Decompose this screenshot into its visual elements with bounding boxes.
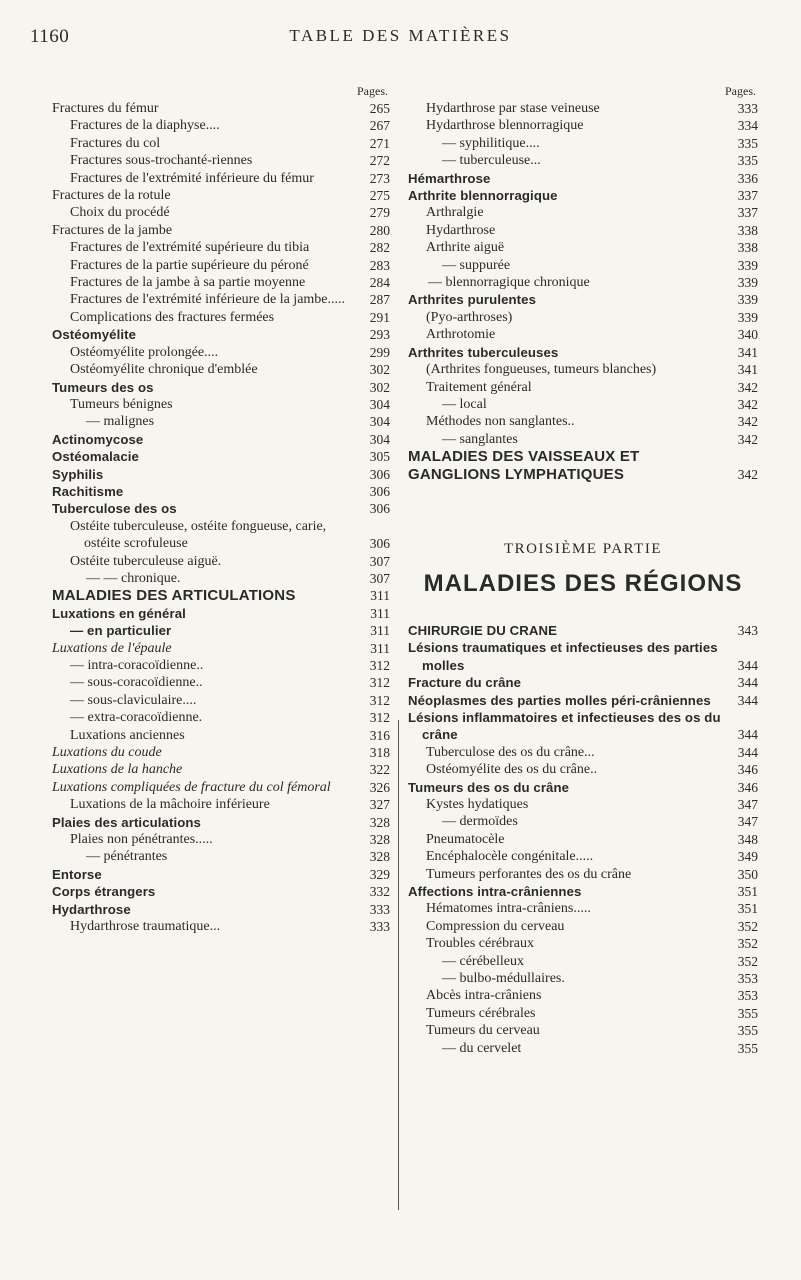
toc-entry bbox=[52, 866, 390, 883]
toc-entry bbox=[408, 431, 758, 448]
toc-entry-page: 339 bbox=[737, 257, 758, 273]
toc-entry-title: — malignes bbox=[86, 414, 155, 430]
toc-entry-page: 343 bbox=[737, 622, 758, 638]
toc-entry-page: 355 bbox=[737, 1005, 758, 1021]
toc-entry bbox=[408, 1022, 758, 1039]
toc-entry-page: 306 bbox=[369, 536, 390, 552]
toc-entry-title: Troubles cérébraux bbox=[426, 936, 534, 952]
toc-entry-title: Tumeurs des os du crâne bbox=[408, 779, 570, 795]
toc-entry-page: 353 bbox=[737, 988, 758, 1004]
toc-entry-title: — cérébelleux bbox=[442, 953, 525, 969]
toc-entry-title: Corps étrangers bbox=[52, 884, 156, 900]
toc-entry-title: — sanglantes bbox=[442, 431, 518, 447]
toc-entry-title: Ostéomyélite bbox=[52, 327, 137, 343]
toc-entry-page: 336 bbox=[737, 170, 758, 186]
toc-entry-title: (Pyo-arthroses) bbox=[426, 309, 513, 325]
toc-entry-page: 351 bbox=[737, 884, 758, 900]
toc-entry-title: Arthralgie bbox=[426, 205, 484, 221]
toc-entry-page: 349 bbox=[737, 849, 758, 865]
toc-entry bbox=[408, 204, 758, 221]
toc-entry bbox=[408, 674, 758, 691]
toc-entry bbox=[52, 326, 390, 343]
toc-entry-page: 265 bbox=[369, 101, 390, 116]
toc-entry-title: Fractures de la diaphyse.... bbox=[70, 118, 220, 134]
toc-entry-title: Fractures de la partie supérieure du péroné bbox=[70, 257, 309, 273]
toc-entry bbox=[408, 274, 758, 291]
toc-entry-title: Actinomycose bbox=[52, 431, 144, 447]
toc-entry-title: Hydarthrose traumatique... bbox=[70, 919, 221, 935]
toc-entry bbox=[52, 709, 390, 726]
right-toc-list-top bbox=[408, 100, 758, 483]
toc-entry bbox=[408, 831, 758, 848]
pages-label-right: Pages. bbox=[725, 84, 756, 98]
toc-entry-page: 312 bbox=[369, 675, 390, 691]
toc-entry-title: Fractures sous-trochanté-riennes bbox=[70, 153, 253, 169]
toc-entry bbox=[52, 396, 390, 413]
toc-entry-title: Abcès intra-crâniens bbox=[426, 988, 542, 1004]
toc-entry-title: Tumeurs du cerveau bbox=[426, 1023, 540, 1039]
right-toc-list-bottom bbox=[408, 622, 758, 1057]
toc-entry-page: 344 bbox=[737, 744, 758, 760]
toc-entry bbox=[408, 257, 758, 274]
toc-entry bbox=[52, 361, 390, 378]
toc-entry bbox=[408, 779, 758, 796]
toc-entry-title: — suppurée bbox=[442, 257, 511, 273]
toc-entry-page: 271 bbox=[369, 135, 390, 151]
toc-entry bbox=[52, 518, 390, 553]
toc-entry-page: 352 bbox=[737, 936, 758, 952]
toc-entry bbox=[408, 135, 758, 152]
toc-entry-page: 311 bbox=[370, 588, 390, 604]
toc-entry-title: Pneumatocèle bbox=[426, 831, 505, 847]
toc-entry-page: 346 bbox=[737, 762, 758, 778]
toc-entry bbox=[52, 674, 390, 691]
toc-entry-title: — tuberculeuse... bbox=[442, 153, 541, 169]
toc-entry bbox=[408, 709, 758, 744]
toc-entry-page: 352 bbox=[737, 918, 758, 934]
toc-entry-title: Fractures de l'extrémité supérieure du tibia bbox=[70, 240, 310, 256]
toc-entry-page: 347 bbox=[737, 797, 758, 812]
toc-entry bbox=[408, 622, 758, 639]
toc-entry bbox=[408, 883, 758, 900]
toc-entry bbox=[52, 918, 390, 935]
toc-entry-title: Fractures du fémur bbox=[52, 101, 159, 116]
toc-entry-title: Ostéomyélite chronique d'emblée bbox=[70, 362, 258, 378]
toc-entry-title: Syphilis bbox=[52, 466, 104, 482]
toc-entry bbox=[52, 204, 390, 221]
toc-entry-page: 311 bbox=[370, 623, 390, 639]
toc-entry-title: Arthrotomie bbox=[426, 327, 496, 343]
toc-entry-page: 316 bbox=[369, 727, 390, 743]
toc-entry bbox=[52, 587, 390, 604]
toc-entry bbox=[408, 987, 758, 1004]
toc-entry-title: Néoplasmes des parties molles péri-crâniennes bbox=[408, 692, 711, 708]
toc-entry-page: 302 bbox=[369, 362, 390, 378]
toc-entry-title: Tumeurs des os bbox=[52, 379, 154, 395]
toc-entry-title: CHIRURGIE DU CRANE bbox=[408, 622, 558, 638]
toc-entry bbox=[52, 848, 390, 865]
toc-entry bbox=[408, 117, 758, 134]
toc-entry bbox=[52, 761, 390, 778]
toc-entry-title: — bulbo-médullaires. bbox=[442, 971, 565, 987]
toc-entry-page: 307 bbox=[369, 570, 390, 586]
toc-entry-title: Luxations en général bbox=[52, 605, 186, 621]
toc-entry bbox=[52, 831, 390, 848]
toc-entry-title: Tumeurs cérébrales bbox=[426, 1005, 536, 1021]
toc-entry-page: 280 bbox=[369, 222, 390, 238]
toc-entry-page: 329 bbox=[369, 866, 390, 882]
toc-entry bbox=[408, 935, 758, 952]
toc-entry-page: 339 bbox=[737, 309, 758, 325]
toc-entry-page: 342 bbox=[737, 396, 758, 412]
toc-entry-title: Plaies des articulations bbox=[52, 814, 201, 830]
toc-entry-page: 273 bbox=[369, 170, 390, 186]
toc-entry bbox=[408, 953, 758, 970]
toc-entry-page: 335 bbox=[737, 135, 758, 151]
toc-entry-page: 351 bbox=[737, 901, 758, 917]
toc-entry-title: — — chronique. bbox=[86, 570, 181, 586]
toc-entry-title: Ostéomalacie bbox=[52, 449, 139, 465]
toc-entry-title: — sous-claviculaire.... bbox=[70, 692, 197, 708]
part-title: TROISIÈME PARTIE bbox=[504, 540, 662, 557]
toc-entry-page: 306 bbox=[369, 466, 390, 482]
toc-entry bbox=[408, 413, 758, 430]
toc-entry bbox=[52, 257, 390, 274]
toc-entry-title: Tumeurs bénignes bbox=[70, 396, 173, 412]
toc-entry-page: 353 bbox=[737, 971, 758, 987]
toc-entry bbox=[52, 727, 390, 744]
toc-entry-title: (Arthrites fongueuses, tumeurs blanches) bbox=[426, 362, 657, 378]
toc-entry-page: 275 bbox=[369, 188, 390, 204]
toc-entry-title: Fractures du col bbox=[70, 135, 161, 151]
toc-entry-title: Kystes hydatiques bbox=[426, 797, 529, 812]
toc-entry-title: Compression du cerveau bbox=[426, 918, 565, 934]
toc-entry-page: 312 bbox=[369, 710, 390, 726]
toc-entry bbox=[52, 779, 390, 796]
toc-entry-page: 326 bbox=[369, 779, 390, 795]
toc-entry-page: 293 bbox=[369, 327, 390, 343]
toc-entry bbox=[408, 222, 758, 239]
toc-entry-page: 338 bbox=[737, 240, 758, 256]
toc-entry-title: Hydarthrose bbox=[52, 901, 131, 917]
toc-entry-page: 267 bbox=[369, 118, 390, 134]
toc-entry bbox=[52, 483, 390, 500]
toc-entry-title: — sous-coracoïdienne.. bbox=[70, 675, 203, 691]
toc-entry-title: Traitement général bbox=[426, 379, 532, 395]
toc-entry bbox=[52, 553, 390, 570]
toc-entry-title: Luxations du coude bbox=[52, 745, 162, 761]
toc-entry bbox=[52, 135, 390, 152]
toc-entry bbox=[52, 379, 390, 396]
toc-entry-page: 340 bbox=[737, 327, 758, 343]
toc-entry-title: Fractures de la jambe à sa partie moyenne bbox=[70, 275, 306, 291]
toc-entry-page: 312 bbox=[369, 658, 390, 673]
toc-entry-title: Fracture du crâne bbox=[408, 675, 522, 691]
toc-entry bbox=[52, 901, 390, 918]
toc-entry-title: — local bbox=[442, 396, 487, 412]
left-column bbox=[52, 84, 390, 936]
page-header bbox=[0, 26, 801, 56]
toc-entry bbox=[408, 152, 758, 169]
toc-entry bbox=[52, 500, 390, 517]
toc-entry-page: 283 bbox=[369, 257, 390, 273]
toc-entry-title: Ostéomyélite prolongée.... bbox=[70, 344, 219, 360]
toc-entry bbox=[52, 239, 390, 256]
toc-entry-page: 279 bbox=[369, 205, 390, 221]
toc-entry-page: 339 bbox=[737, 292, 758, 308]
toc-entry-page: 352 bbox=[737, 953, 758, 969]
toc-entry-title: Hématomes intra-crâniens..... bbox=[426, 901, 591, 917]
toc-entry-page: 344 bbox=[737, 675, 758, 691]
toc-entry-page: 299 bbox=[369, 344, 390, 360]
toc-entry-title: Tuberculose des os bbox=[52, 501, 177, 517]
toc-entry bbox=[408, 1040, 758, 1057]
toc-entry-page: 306 bbox=[369, 501, 390, 517]
toc-entry bbox=[52, 100, 390, 117]
toc-entry-page: 342 bbox=[737, 414, 758, 430]
toc-entry-title: Fractures de l'extrémité inférieure du fémur bbox=[70, 170, 314, 186]
toc-entry-page: 332 bbox=[369, 884, 390, 900]
toc-entry-page: 282 bbox=[369, 240, 390, 256]
toc-entry bbox=[52, 309, 390, 326]
toc-entry-title: Luxations de l'épaule bbox=[52, 640, 172, 656]
toc-entry bbox=[52, 605, 390, 622]
toc-entry bbox=[408, 900, 758, 917]
toc-entry bbox=[408, 813, 758, 830]
toc-entry-title: Ostéomyélite des os du crâne.. bbox=[426, 762, 598, 778]
toc-entry bbox=[52, 170, 390, 187]
toc-entry bbox=[52, 344, 390, 361]
toc-entry-page: 344 bbox=[737, 727, 758, 743]
toc-entry-title: Lésions inflammatoires et infectieuses des os du crâne bbox=[408, 709, 721, 743]
toc-entry-title: — blennorragique chronique bbox=[428, 275, 590, 291]
toc-entry bbox=[52, 152, 390, 169]
toc-entry bbox=[52, 222, 390, 239]
toc-entry-page: 337 bbox=[737, 188, 758, 204]
toc-entry-title: Méthodes non sanglantes.. bbox=[426, 414, 575, 430]
toc-entry-page: 304 bbox=[369, 431, 390, 447]
toc-entry bbox=[52, 692, 390, 709]
toc-entry-page: 287 bbox=[369, 292, 390, 308]
toc-entry-page: 342 bbox=[737, 431, 758, 447]
toc-entry-title: Lésions traumatiques et infectieuses des parties molles bbox=[408, 640, 718, 673]
toc-entry bbox=[52, 291, 390, 308]
toc-entry-title: Fractures de la jambe bbox=[52, 222, 173, 238]
toc-entry bbox=[52, 796, 390, 813]
toc-entry-title: Arthrites purulentes bbox=[408, 292, 537, 308]
toc-entry bbox=[52, 570, 390, 587]
toc-entry bbox=[408, 639, 758, 674]
toc-entry bbox=[408, 326, 758, 343]
toc-entry-title: Ostéite tuberculeuse aiguë. bbox=[70, 553, 222, 569]
toc-entry-page: 333 bbox=[369, 919, 390, 935]
toc-entry bbox=[52, 744, 390, 761]
toc-entry bbox=[408, 344, 758, 361]
toc-entry-title: — en particulier bbox=[70, 623, 172, 639]
toc-entry bbox=[408, 361, 758, 378]
toc-entry bbox=[408, 100, 758, 117]
toc-entry-title: Affections intra-crâniennes bbox=[408, 884, 582, 900]
toc-entry-page: 341 bbox=[737, 344, 758, 360]
toc-entry-page: 322 bbox=[369, 762, 390, 778]
toc-entry bbox=[52, 117, 390, 134]
toc-entry-title: Fractures de la rotule bbox=[52, 188, 171, 204]
toc-entry-page: 344 bbox=[737, 657, 758, 673]
toc-entry-title: Ostéite tuberculeuse, ostéite fongueuse, carie, ostéite scrofuleuse bbox=[70, 518, 327, 552]
running-title: TABLE DES MATIÈRES bbox=[289, 26, 512, 45]
pages-label-left: Pages. bbox=[357, 84, 388, 98]
toc-entry bbox=[408, 1005, 758, 1022]
toc-entry-page: 302 bbox=[369, 379, 390, 395]
toc-entry-page: 355 bbox=[737, 1040, 758, 1056]
toc-entry bbox=[52, 448, 390, 465]
toc-entry-title: Rachitisme bbox=[52, 483, 124, 499]
toc-entry-title: Entorse bbox=[52, 866, 102, 882]
toc-entry-title: — pénétrantes bbox=[86, 849, 168, 865]
toc-entry-title: MALADIES DES VAISSEAUX ET GANGLIONS LYMPHATIQUES bbox=[408, 448, 640, 483]
toc-entry-title: Luxations anciennes bbox=[70, 727, 185, 743]
toc-entry bbox=[408, 796, 758, 813]
toc-entry bbox=[408, 187, 758, 204]
toc-entry-title: Arthrite blennorragique bbox=[408, 188, 558, 204]
toc-entry-page: 338 bbox=[737, 222, 758, 238]
toc-entry-title: Luxations de la mâchoire inférieure bbox=[70, 797, 270, 813]
toc-entry-title: Luxations de la hanche bbox=[52, 762, 183, 778]
toc-entry-page: 348 bbox=[737, 831, 758, 847]
toc-entry bbox=[52, 657, 390, 674]
toc-entry bbox=[408, 970, 758, 987]
toc-entry-title: MALADIES DES ARTICULATIONS bbox=[52, 587, 296, 605]
toc-entry-page: 342 bbox=[737, 466, 758, 482]
toc-entry-page: 333 bbox=[737, 101, 758, 116]
section-title: MALADIES DES RÉGIONS bbox=[423, 569, 743, 597]
toc-entry bbox=[408, 744, 758, 761]
toc-entry bbox=[408, 761, 758, 778]
toc-entry-page: 337 bbox=[737, 205, 758, 221]
toc-entry bbox=[408, 692, 758, 709]
toc-entry-title: Plaies non pénétrantes..... bbox=[70, 832, 213, 848]
toc-entry bbox=[408, 866, 758, 883]
toc-entry-title: Luxations compliquées de fracture du col fémoral bbox=[52, 779, 331, 795]
toc-entry bbox=[52, 274, 390, 291]
toc-entry-title: Arthrite aiguë bbox=[426, 240, 505, 256]
toc-entry bbox=[52, 466, 390, 483]
toc-entry bbox=[52, 883, 390, 900]
toc-entry-page: 335 bbox=[737, 153, 758, 169]
toc-entry-page: 311 bbox=[370, 605, 390, 621]
toc-entry bbox=[52, 187, 390, 204]
toc-entry-page: 339 bbox=[737, 275, 758, 291]
toc-entry bbox=[408, 396, 758, 413]
toc-entry-page: 284 bbox=[369, 275, 390, 291]
toc-entry-title: Hydarthrose par stase veineuse bbox=[426, 101, 600, 116]
toc-entry bbox=[408, 918, 758, 935]
toc-entry bbox=[408, 170, 758, 187]
toc-entry bbox=[408, 291, 758, 308]
toc-entry bbox=[52, 814, 390, 831]
toc-entry-title: Tumeurs perforantes des os du crâne bbox=[426, 866, 632, 882]
toc-entry-title: Choix du procédé bbox=[70, 205, 170, 221]
toc-entry-title: Complications des fractures fermées bbox=[70, 309, 275, 325]
toc-entry-page: 350 bbox=[737, 866, 758, 882]
toc-entry-page: 312 bbox=[369, 692, 390, 708]
toc-entry-page: 327 bbox=[369, 797, 390, 813]
left-toc-list bbox=[52, 100, 390, 936]
page-number: 1160 bbox=[30, 26, 70, 47]
toc-entry-title: — intra-coracoïdienne.. bbox=[70, 658, 204, 673]
toc-entry bbox=[408, 309, 758, 326]
toc-entry-page: 333 bbox=[369, 901, 390, 917]
toc-entry-title: Fractures de l'extrémité inférieure de la jambe..... bbox=[70, 292, 346, 308]
toc-entry bbox=[52, 431, 390, 448]
toc-entry bbox=[52, 622, 390, 639]
toc-entry-title: — extra-coracoïdienne. bbox=[70, 710, 203, 726]
toc-entry-page: 328 bbox=[369, 814, 390, 830]
toc-entry-page: 346 bbox=[737, 779, 758, 795]
toc-entry-page: 307 bbox=[369, 553, 390, 569]
toc-entry bbox=[408, 239, 758, 256]
toc-entry bbox=[52, 413, 390, 430]
toc-entry bbox=[408, 379, 758, 396]
toc-entry-title: Hydarthrose blennorragique bbox=[426, 118, 584, 134]
toc-entry-page: 347 bbox=[737, 814, 758, 830]
toc-entry-title: — du cervelet bbox=[442, 1040, 522, 1056]
toc-entry-page: 334 bbox=[737, 118, 758, 134]
toc-entry-page: 272 bbox=[369, 153, 390, 169]
toc-entry-page: 344 bbox=[737, 692, 758, 708]
toc-entry-page: 341 bbox=[737, 362, 758, 378]
column-divider bbox=[398, 720, 399, 1210]
toc-entry bbox=[408, 848, 758, 865]
toc-entry-title: Arthrites tuberculeuses bbox=[408, 344, 559, 360]
toc-entry-title: Hydarthrose bbox=[426, 222, 496, 238]
toc-entry-page: 355 bbox=[737, 1023, 758, 1039]
toc-entry-page: 305 bbox=[369, 449, 390, 465]
toc-entry-page: 291 bbox=[369, 309, 390, 325]
toc-entry-title: Encéphalocèle congénitale..... bbox=[426, 849, 594, 865]
toc-entry-page: 318 bbox=[369, 745, 390, 761]
toc-entry-title: Tuberculose des os du crâne... bbox=[426, 744, 595, 760]
toc-entry-title: Hémarthrose bbox=[408, 170, 491, 186]
toc-entry-title: — dermoïdes bbox=[442, 814, 518, 830]
toc-entry bbox=[52, 640, 390, 657]
toc-entry-page: 304 bbox=[369, 396, 390, 412]
toc-entry bbox=[408, 448, 758, 483]
toc-entry-page: 306 bbox=[369, 483, 390, 499]
toc-entry-page: 304 bbox=[369, 414, 390, 430]
toc-entry-page: 311 bbox=[370, 640, 390, 656]
toc-entry-page: 328 bbox=[369, 849, 390, 865]
right-column bbox=[408, 84, 758, 1057]
toc-entry-page: 342 bbox=[737, 379, 758, 395]
toc-entry-title: — syphilitique.... bbox=[442, 135, 540, 151]
toc-entry-page: 328 bbox=[369, 832, 390, 848]
